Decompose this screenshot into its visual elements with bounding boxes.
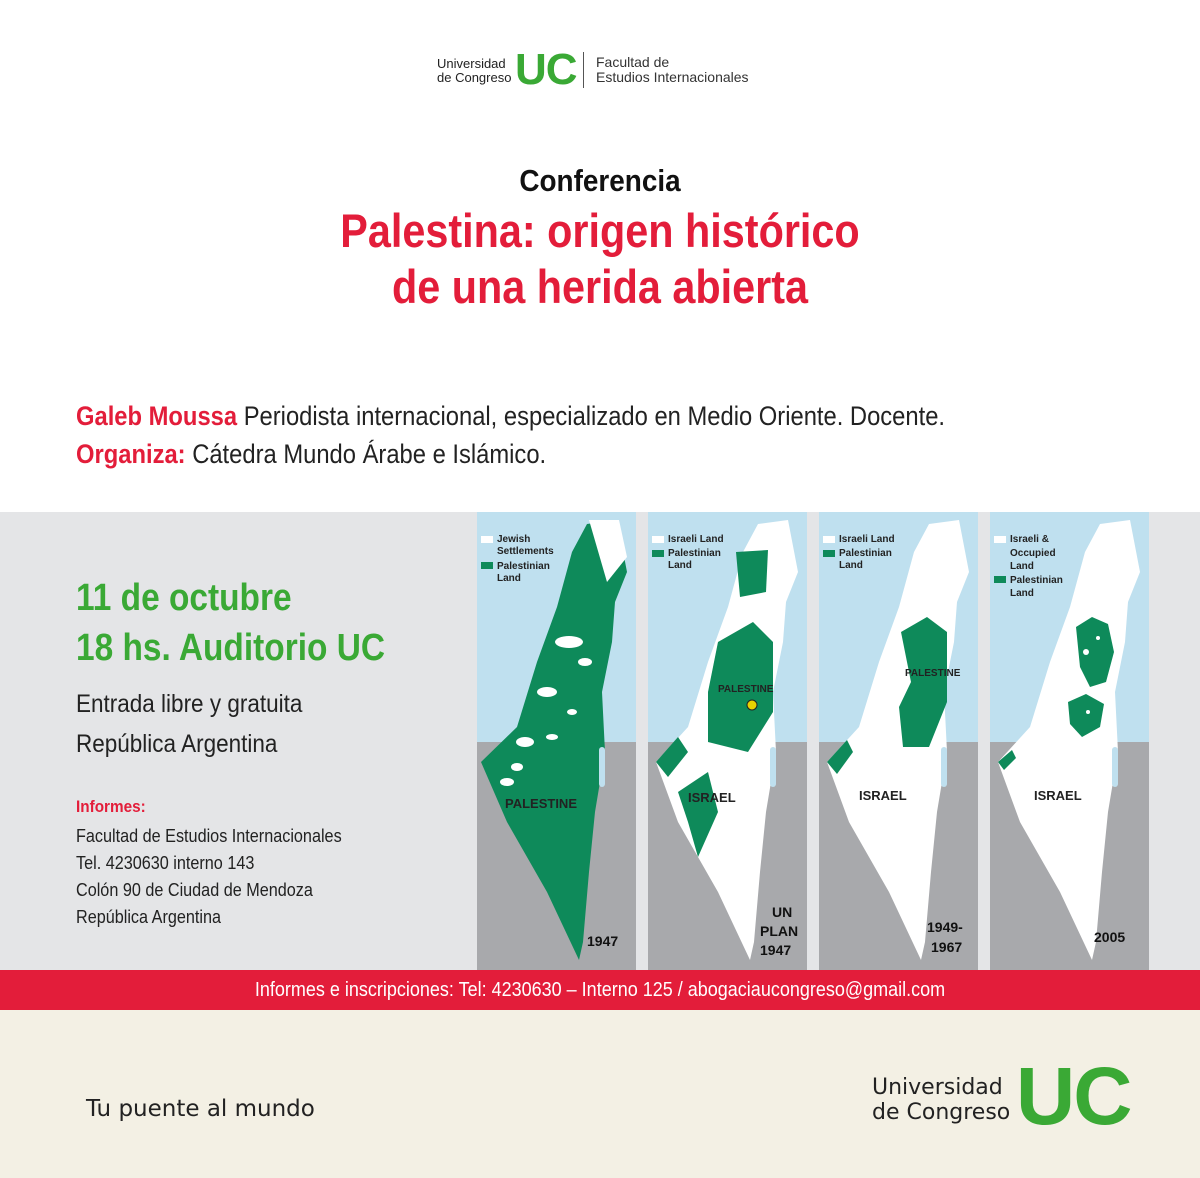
- footer-uni-line1: Universidad: [872, 1075, 1003, 1100]
- info-heading: Informes:: [76, 797, 146, 816]
- map4-legend-2: Occupied: [1010, 548, 1056, 559]
- footer-university-name: [872, 1075, 1010, 1125]
- map4-legend-4: Palestinian: [1010, 575, 1063, 586]
- speaker-desc: Periodista internacional, especializado en Medio Oriente. Docente.: [237, 401, 946, 431]
- map2-legend-1: Israeli Land: [668, 534, 724, 545]
- entry-info: Entrada libre y gratuita: [76, 690, 303, 718]
- map2-year-2: PLAN: [760, 923, 799, 939]
- event-title: [72, 203, 1128, 315]
- map2-legend-2: Palestinian: [668, 548, 721, 559]
- header-uni-line2: de Congreso: [437, 70, 512, 85]
- info-line-phone: Tel. 4230630 interno 143: [76, 853, 255, 873]
- map4-name: ISRAEL: [1034, 788, 1082, 803]
- speaker-line: [76, 401, 945, 432]
- map4-legend-3: Land: [1010, 561, 1034, 572]
- speaker-name: Galeb Moussa: [76, 401, 238, 431]
- organizer-name: Cátedra Mundo Árabe e Islámico.: [185, 439, 547, 469]
- event-date: 11 de octubre: [76, 577, 292, 619]
- footer-uni-line2: de Congreso: [872, 1100, 1011, 1125]
- map4-legend-1: Israeli &: [1010, 534, 1049, 545]
- info-line-faculty: Facultad de Estudios Internacionales: [76, 826, 342, 846]
- map2-year-3: 1947: [760, 942, 792, 958]
- header-faculty-name: [596, 55, 749, 85]
- footer-uc-logo: UC: [1016, 1051, 1131, 1142]
- map-1949-1967: [819, 512, 978, 970]
- map1-name: PALESTINE: [505, 796, 577, 811]
- map1-legend-3: Palestinian: [497, 561, 550, 572]
- header-fac-line1: Facultad de: [596, 54, 670, 70]
- header-uni-line1: Universidad: [437, 56, 506, 71]
- map2-inner-label: PALESTINE: [718, 684, 774, 695]
- map1-legend-1: Jewish: [497, 534, 531, 545]
- map3-year-1: 1949-: [927, 919, 963, 935]
- map3-name: ISRAEL: [859, 788, 907, 803]
- map3-inner-label: PALESTINE: [905, 668, 961, 679]
- header-divider: [583, 52, 584, 88]
- info-line-address: Colón 90 de Ciudad de Mendoza: [76, 880, 313, 900]
- header-university-name: [437, 57, 511, 85]
- contact-bar-text: Informes e inscripciones: Tel: 4230630 – Interno 125 / abogaciaucongreso@gmail.com: [254, 979, 946, 1001]
- map-2005: [990, 512, 1149, 970]
- map1-year: 1947: [587, 933, 619, 949]
- footer-slogan: Tu puente al mundo: [86, 1096, 315, 1122]
- header-fac-line2: Estudios Internacionales: [596, 69, 749, 85]
- map-un-plan-1947: [648, 512, 807, 970]
- map1-legend-4: Land: [497, 573, 521, 584]
- event-time-place: 18 hs. Auditorio UC: [76, 627, 386, 669]
- event-title-line1: Palestina: origen histórico: [340, 204, 860, 257]
- map2-legend-3: Land: [668, 560, 692, 571]
- info-line-country: República Argentina: [76, 907, 222, 927]
- organizer-label: Organiza:: [76, 439, 186, 469]
- map4-legend-5: Land: [1010, 588, 1034, 599]
- country-info: República Argentina: [76, 730, 278, 758]
- map2-name: ISRAEL: [688, 790, 736, 805]
- organizer-line: [76, 439, 546, 470]
- map2-year-1: UN: [772, 904, 793, 920]
- header-uc-logo: UC: [515, 45, 577, 94]
- map3-year-2: 1967: [931, 939, 963, 955]
- event-title-line2: de una herida abierta: [391, 260, 809, 313]
- map-1947: [477, 512, 636, 970]
- map3-legend-2: Palestinian: [839, 548, 892, 559]
- map4-year: 2005: [1094, 929, 1126, 945]
- map3-legend-3: Land: [839, 560, 863, 571]
- map3-legend-1: Israeli Land: [839, 534, 895, 545]
- event-kicker: Conferencia: [519, 163, 681, 198]
- map1-legend-2: Settlements: [497, 546, 554, 557]
